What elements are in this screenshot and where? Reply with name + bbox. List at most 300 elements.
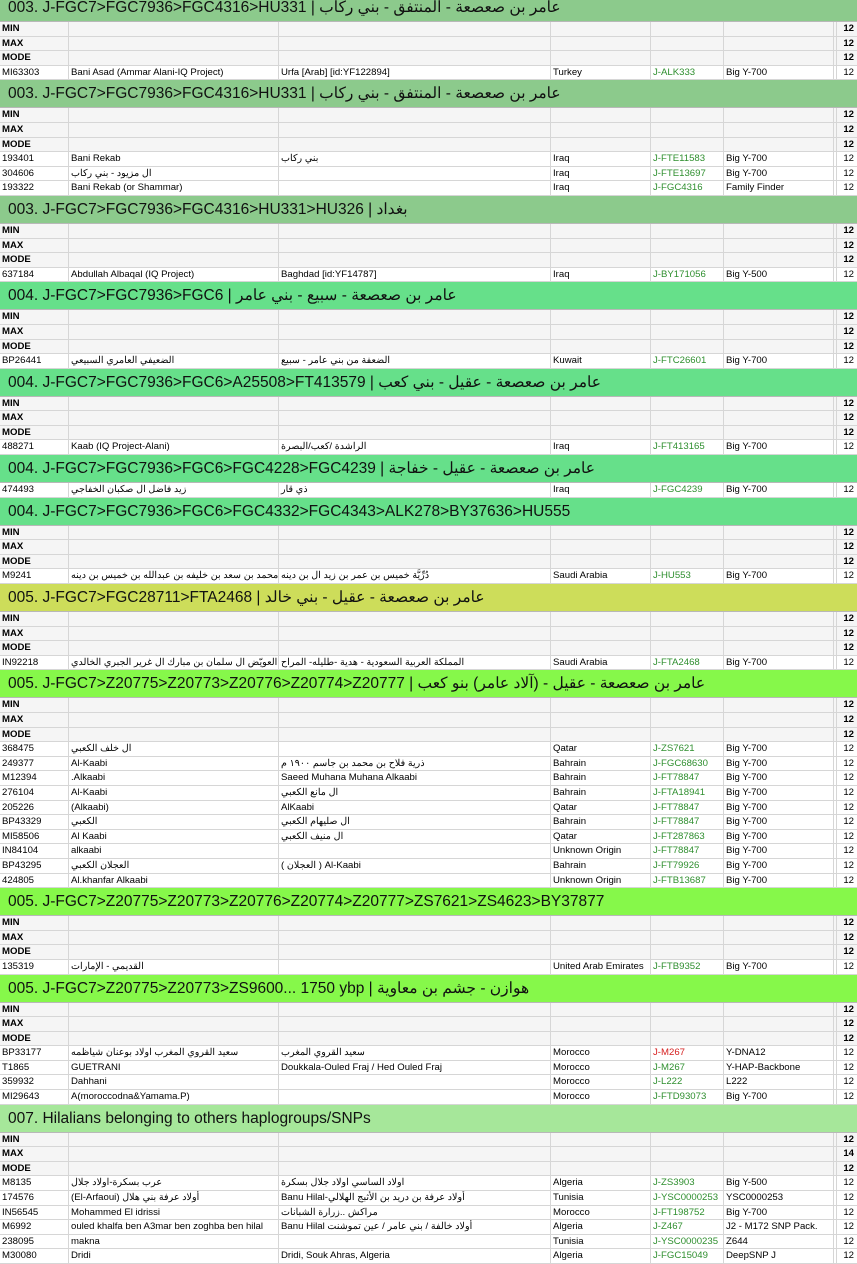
cell-country <box>551 108 651 122</box>
cell-kit-number: IN84104 <box>0 844 69 858</box>
stat-row <box>0 310 857 325</box>
cell-name <box>69 540 279 554</box>
cell-kit-number: BP26441 <box>0 354 69 368</box>
stat-row <box>0 224 857 239</box>
cell-name <box>69 1017 279 1031</box>
table-row <box>0 771 857 786</box>
cell-haplogroup: J-FTE13697 <box>651 167 724 181</box>
cell-country <box>551 22 651 36</box>
cell-haplogroup: J-BY171056 <box>651 268 724 282</box>
cell-country <box>551 310 651 324</box>
table-row <box>0 844 857 859</box>
cell-marker-count: 12 <box>843 1091 854 1103</box>
cell-kit-number: T1865 <box>0 1061 69 1075</box>
cell-test-type <box>724 540 834 554</box>
cell-name <box>69 526 279 540</box>
group-header: 005. J-FGC7>Z20775>Z20773>Z20776>Z20774>Z20777>ZS7621>ZS4623>BY37877 <box>0 888 857 916</box>
cell-country: Unknown Origin <box>551 874 651 888</box>
cell-country <box>551 138 651 152</box>
cell-marker-count: 12 <box>843 239 854 251</box>
cell-kit-number: MI63303 <box>0 66 69 80</box>
cell-haplogroup: J-M267 <box>651 1046 724 1060</box>
cell-paternal-ancestor <box>279 1090 551 1104</box>
cell-kit-number: MODE <box>0 426 69 440</box>
stat-row <box>0 1032 857 1047</box>
cell-name: Bani Rekab <box>69 152 279 166</box>
group-header: 003. J-FGC7>FGC7936>FGC4316>HU331 | عامر بن صعصعة - المنتفق - بني ركاب <box>0 80 857 108</box>
cell-marker-count: 12 <box>843 254 854 266</box>
cell-name: Dahhani <box>69 1075 279 1089</box>
cell-test-type <box>724 310 834 324</box>
cell-kit-number: MIN <box>0 698 69 712</box>
cell-test-type <box>724 931 834 945</box>
cell-kit-number: IN56545 <box>0 1206 69 1220</box>
cell-marker-count: 12 <box>843 1032 854 1044</box>
cell-name: (El-Arfaoui) أولاد عرفة بني هلال <box>69 1191 279 1205</box>
cell-haplogroup <box>651 37 724 51</box>
cell-paternal-ancestor <box>279 627 551 641</box>
cell-name: Mohammed El idrissi <box>69 1206 279 1220</box>
cell-name <box>69 138 279 152</box>
cell-kit-number: MIN <box>0 397 69 411</box>
cell-marker-count: 12 <box>843 801 854 813</box>
cell-country: Saudi Arabia <box>551 656 651 670</box>
stat-row <box>0 1147 857 1162</box>
cell-country <box>551 916 651 930</box>
cell-marker-count: 12 <box>843 355 854 367</box>
cell-paternal-ancestor: بني ركاب <box>279 152 551 166</box>
stat-row <box>0 526 857 541</box>
cell-marker-count: 12 <box>843 1003 854 1015</box>
cell-test-type: Big Y-700 <box>724 801 834 815</box>
cell-marker-count: 12 <box>843 1061 854 1073</box>
cell-marker-count: 12 <box>843 1047 854 1059</box>
cell-kit-number: MI29643 <box>0 1090 69 1104</box>
cell-kit-number: MODE <box>0 945 69 959</box>
cell-marker-count: 12 <box>843 830 854 842</box>
table-row <box>0 1176 857 1191</box>
cell-kit-number: MAX <box>0 239 69 253</box>
cell-test-type <box>724 22 834 36</box>
cell-paternal-ancestor <box>279 253 551 267</box>
table-row <box>0 1090 857 1105</box>
cell-marker-count: 12 <box>843 153 854 165</box>
cell-test-type <box>724 253 834 267</box>
cell-name: makna <box>69 1235 279 1249</box>
cell-country <box>551 1003 651 1017</box>
cell-country <box>551 1133 651 1147</box>
cell-country: Tunisia <box>551 1191 651 1205</box>
cell-kit-number: MAX <box>0 1147 69 1161</box>
cell-country <box>551 340 651 354</box>
cell-test-type: DeepSNP J <box>724 1249 834 1263</box>
cell-paternal-ancestor: Banu Hilal أولاد خالفة / بني عامر / عين تموشنت <box>279 1220 551 1234</box>
cell-name <box>69 426 279 440</box>
cell-kit-number: 304606 <box>0 167 69 181</box>
cell-kit-number: MI58506 <box>0 830 69 844</box>
cell-name: الضعيفي العامري السبيعي <box>69 354 279 368</box>
cell-haplogroup: J-FGC15049 <box>651 1249 724 1263</box>
cell-name: ال خلف الكعبي <box>69 742 279 756</box>
cell-test-type <box>724 1003 834 1017</box>
cell-test-type: Big Y-700 <box>724 874 834 888</box>
table-row <box>0 786 857 801</box>
cell-paternal-ancestor <box>279 612 551 626</box>
cell-paternal-ancestor <box>279 51 551 65</box>
cell-test-type <box>724 224 834 238</box>
cell-country <box>551 239 651 253</box>
cell-haplogroup: J-FTB13687 <box>651 874 724 888</box>
cell-haplogroup: J-HU553 <box>651 569 724 583</box>
cell-paternal-ancestor: ال صليهام الكعبي <box>279 815 551 829</box>
cell-country: Iraq <box>551 483 651 497</box>
cell-marker-count: 12 <box>843 526 854 538</box>
cell-country <box>551 224 651 238</box>
cell-country <box>551 1032 651 1046</box>
cell-marker-count: 12 <box>843 23 854 34</box>
cell-test-type <box>724 612 834 626</box>
cell-paternal-ancestor <box>279 555 551 569</box>
cell-country <box>551 1017 651 1031</box>
cell-country: United Arab Emirates <box>551 960 651 974</box>
cell-paternal-ancestor: مراكش ..زرارة الشبانات <box>279 1206 551 1220</box>
cell-paternal-ancestor <box>279 411 551 425</box>
cell-haplogroup <box>651 713 724 727</box>
cell-test-type: Big Y-700 <box>724 844 834 858</box>
stat-row <box>0 713 857 728</box>
cell-marker-count: 12 <box>843 268 854 280</box>
cell-haplogroup: J-FTA2468 <box>651 656 724 670</box>
stat-row <box>0 37 857 52</box>
stat-row <box>0 138 857 153</box>
stat-row <box>0 612 857 627</box>
cell-kit-number: MAX <box>0 1017 69 1031</box>
cell-paternal-ancestor <box>279 713 551 727</box>
cell-haplogroup <box>651 540 724 554</box>
cell-haplogroup <box>651 340 724 354</box>
cell-country: Tunisia <box>551 1235 651 1249</box>
cell-haplogroup <box>651 1017 724 1031</box>
cell-kit-number: MIN <box>0 612 69 626</box>
table-row <box>0 1061 857 1076</box>
cell-name <box>69 22 279 36</box>
cell-haplogroup <box>651 1162 724 1176</box>
cell-haplogroup <box>651 51 724 65</box>
table-row <box>0 830 857 845</box>
cell-kit-number: M8135 <box>0 1176 69 1190</box>
cell-kit-number: 174576 <box>0 1191 69 1205</box>
cell-name <box>69 224 279 238</box>
cell-test-type: Big Y-700 <box>724 167 834 181</box>
cell-test-type <box>724 340 834 354</box>
cell-kit-number: MIN <box>0 1133 69 1147</box>
cell-name <box>69 1003 279 1017</box>
cell-haplogroup: J-L222 <box>651 1075 724 1089</box>
cell-name: ouled khalfa ben A3mar ben zoghba ben hilal <box>69 1220 279 1234</box>
table-row <box>0 569 857 584</box>
cell-country <box>551 1147 651 1161</box>
cell-name <box>69 916 279 930</box>
cell-country: Morocco <box>551 1075 651 1089</box>
cell-kit-number: MODE <box>0 253 69 267</box>
cell-kit-number: IN92218 <box>0 656 69 670</box>
cell-kit-number: MODE <box>0 555 69 569</box>
cell-haplogroup: J-YSC0000235 <box>651 1235 724 1249</box>
cell-haplogroup <box>651 239 724 253</box>
group-header: 004. J-FGC7>FGC7936>FGC6>A25508>FT413579 | عامر بن صعصعة - عقيل - بني كعب <box>0 369 857 397</box>
cell-country <box>551 728 651 742</box>
cell-test-type <box>724 411 834 425</box>
cell-country <box>551 325 651 339</box>
cell-test-type: Y-HAP-Backbone <box>724 1061 834 1075</box>
cell-kit-number: 238095 <box>0 1235 69 1249</box>
cell-test-type: Big Y-700 <box>724 786 834 800</box>
stat-row <box>0 945 857 960</box>
cell-paternal-ancestor <box>279 1133 551 1147</box>
cell-name <box>69 397 279 411</box>
cell-paternal-ancestor <box>279 37 551 51</box>
cell-paternal-ancestor <box>279 1162 551 1176</box>
cell-haplogroup <box>651 526 724 540</box>
cell-name <box>69 1133 279 1147</box>
cell-paternal-ancestor: سعيد القروي المغرب <box>279 1046 551 1060</box>
cell-name: Al Kaabi <box>69 830 279 844</box>
cell-marker-count: 12 <box>843 1177 854 1189</box>
cell-haplogroup <box>651 1032 724 1046</box>
cell-country <box>551 397 651 411</box>
cell-name: Al-Kaabi <box>69 757 279 771</box>
group-header: 003. J-FGC7>FGC7936>FGC4316>HU331 | عامر بن صعصعة - المنتفق - بني ركاب <box>0 0 857 22</box>
cell-country <box>551 713 651 727</box>
cell-kit-number: 205226 <box>0 801 69 815</box>
group-header: 005. J-FGC7>FGC28711>FTA2468 | عامر بن صعصعة - عقيل - بني خالد <box>0 584 857 612</box>
group-header: 004. J-FGC7>FGC7936>FGC6>FGC4332>FGC4343>ALK278>BY37636>HU555 <box>0 498 857 526</box>
cell-marker-count: 12 <box>843 656 854 668</box>
cell-marker-count: 12 <box>843 555 854 567</box>
cell-haplogroup <box>651 22 724 36</box>
cell-haplogroup <box>651 612 724 626</box>
cell-kit-number: 193322 <box>0 181 69 195</box>
cell-paternal-ancestor: ذرية فلاح بن محمد بن جاسم ١٩٠٠ م <box>279 757 551 771</box>
cell-haplogroup <box>651 411 724 425</box>
cell-test-type <box>724 426 834 440</box>
cell-paternal-ancestor: AlKaabi <box>279 801 551 815</box>
cell-test-type <box>724 555 834 569</box>
table-row <box>0 483 857 498</box>
cell-test-type <box>724 397 834 411</box>
cell-paternal-ancestor <box>279 1017 551 1031</box>
cell-kit-number: MAX <box>0 37 69 51</box>
cell-marker-count: 12 <box>843 167 854 179</box>
cell-haplogroup: J-FGC4316 <box>651 181 724 195</box>
cell-paternal-ancestor: Baghdad [id:YF14787] <box>279 268 551 282</box>
cell-haplogroup: J-FGC68630 <box>651 757 724 771</box>
cell-haplogroup <box>651 426 724 440</box>
cell-kit-number: MIN <box>0 22 69 36</box>
cell-kit-number: MAX <box>0 540 69 554</box>
cell-kit-number: 193401 <box>0 152 69 166</box>
cell-marker-count: 12 <box>843 397 854 409</box>
cell-kit-number: MODE <box>0 1162 69 1176</box>
stat-row <box>0 540 857 555</box>
table-row <box>0 66 857 81</box>
cell-test-type: Big Y-700 <box>724 757 834 771</box>
table-row <box>0 1046 857 1061</box>
stat-row <box>0 555 857 570</box>
stat-row <box>0 1133 857 1148</box>
table-row <box>0 859 857 874</box>
group-header: 005. J-FGC7>Z20775>Z20773>ZS9600... 1750 ybp | هوازن - جشم بن معاوية <box>0 975 857 1003</box>
cell-kit-number: BP33177 <box>0 1046 69 1060</box>
cell-marker-count: 12 <box>843 182 854 194</box>
group-header: 004. J-FGC7>FGC7936>FGC6 | عامر بن صعصعة - سبيع - بني عامر <box>0 282 857 310</box>
cell-marker-count: 12 <box>843 714 854 725</box>
cell-kit-number: 424805 <box>0 874 69 888</box>
table-row <box>0 354 857 369</box>
cell-marker-count: 12 <box>843 1076 854 1088</box>
cell-country: Bahrain <box>551 815 651 829</box>
cell-paternal-ancestor <box>279 397 551 411</box>
cell-paternal-ancestor <box>279 874 551 888</box>
cell-test-type <box>724 325 834 339</box>
cell-haplogroup <box>651 916 724 930</box>
cell-name <box>69 1147 279 1161</box>
cell-kit-number: MAX <box>0 931 69 945</box>
stat-row <box>0 51 857 66</box>
cell-haplogroup: J-Z467 <box>651 1220 724 1234</box>
cell-country <box>551 253 651 267</box>
cell-kit-number: 368475 <box>0 742 69 756</box>
stat-row <box>0 239 857 254</box>
cell-test-type <box>724 1032 834 1046</box>
cell-haplogroup <box>651 108 724 122</box>
cell-name <box>69 627 279 641</box>
cell-test-type: J2 - M172 SNP Pack. <box>724 1220 834 1234</box>
cell-test-type <box>724 916 834 930</box>
cell-haplogroup: J-FT198752 <box>651 1206 724 1220</box>
cell-paternal-ancestor: ال منيف الكعبي <box>279 830 551 844</box>
cell-name <box>69 411 279 425</box>
cell-haplogroup <box>651 641 724 655</box>
cell-marker-count: 12 <box>843 412 854 424</box>
cell-paternal-ancestor: ذي قار <box>279 483 551 497</box>
cell-paternal-ancestor <box>279 960 551 974</box>
table-row <box>0 1206 857 1221</box>
cell-kit-number: 637184 <box>0 268 69 282</box>
cell-kit-number: MAX <box>0 123 69 137</box>
cell-country: Bahrain <box>551 859 651 873</box>
cell-name <box>69 555 279 569</box>
cell-test-type <box>724 713 834 727</box>
cell-haplogroup: J-FGC4239 <box>651 483 724 497</box>
cell-name <box>69 641 279 655</box>
cell-country: Qatar <box>551 801 651 815</box>
cell-test-type: Big Y-700 <box>724 1206 834 1220</box>
cell-name: .Alkaabi <box>69 771 279 785</box>
cell-country <box>551 426 651 440</box>
cell-paternal-ancestor <box>279 325 551 339</box>
cell-test-type <box>724 1162 834 1176</box>
cell-kit-number: MAX <box>0 411 69 425</box>
cell-country <box>551 945 651 959</box>
cell-marker-count: 12 <box>843 1192 854 1204</box>
cell-haplogroup <box>651 224 724 238</box>
cell-marker-count: 12 <box>843 743 854 755</box>
cell-country <box>551 555 651 569</box>
cell-name <box>69 37 279 51</box>
stat-row <box>0 1162 857 1177</box>
cell-paternal-ancestor: ( العجلان ) Al-Kaabi <box>279 859 551 873</box>
cell-test-type: Big Y-500 <box>724 268 834 282</box>
cell-name: GUETRANI <box>69 1061 279 1075</box>
cell-kit-number: M12394 <box>0 771 69 785</box>
cell-kit-number: MAX <box>0 713 69 727</box>
cell-marker-count: 12 <box>843 931 854 943</box>
table-row <box>0 1220 857 1235</box>
cell-paternal-ancestor <box>279 138 551 152</box>
cell-paternal-ancestor: الراشدة /كعب/البصرة <box>279 440 551 454</box>
stat-row <box>0 22 857 37</box>
cell-kit-number: MAX <box>0 627 69 641</box>
cell-haplogroup <box>651 931 724 945</box>
cell-paternal-ancestor <box>279 526 551 540</box>
cell-paternal-ancestor <box>279 742 551 756</box>
cell-country: Kuwait <box>551 354 651 368</box>
cell-country: Iraq <box>551 181 651 195</box>
cell-haplogroup <box>651 728 724 742</box>
cell-paternal-ancestor: Saeed Muhana Muhana Alkaabi <box>279 771 551 785</box>
cell-haplogroup: J-FTE11583 <box>651 152 724 166</box>
cell-country: Morocco <box>551 1061 651 1075</box>
cell-country: Unknown Origin <box>551 844 651 858</box>
cell-haplogroup: J-FTD93073 <box>651 1090 724 1104</box>
cell-country <box>551 931 651 945</box>
cell-test-type: Big Y-700 <box>724 656 834 670</box>
stat-row <box>0 325 857 340</box>
stat-row <box>0 1017 857 1032</box>
cell-test-type <box>724 526 834 540</box>
cell-country: Iraq <box>551 268 651 282</box>
table-row <box>0 167 857 182</box>
cell-test-type <box>724 641 834 655</box>
cell-country <box>551 698 651 712</box>
cell-haplogroup: J-ALK333 <box>651 66 724 80</box>
cell-marker-count: 12 <box>843 1206 854 1218</box>
cell-paternal-ancestor: Dridi, Souk Ahras, Algeria <box>279 1249 551 1263</box>
cell-test-type <box>724 1147 834 1161</box>
cell-country <box>551 51 651 65</box>
table-row <box>0 440 857 455</box>
cell-marker-count: 12 <box>843 1018 854 1030</box>
cell-test-type: Big Y-700 <box>724 742 834 756</box>
cell-haplogroup: J-FTA18941 <box>651 786 724 800</box>
cell-name: alkaabi <box>69 844 279 858</box>
cell-name <box>69 310 279 324</box>
cell-country <box>551 411 651 425</box>
cell-marker-count: 12 <box>843 138 854 150</box>
cell-haplogroup <box>651 310 724 324</box>
cell-name: Bani Asad (Ammar Alani-IQ Project) <box>69 66 279 80</box>
group-header: 007. Hilalians belonging to others haplogroups/SNPs <box>0 1105 857 1133</box>
cell-country <box>551 526 651 540</box>
cell-haplogroup: J-FT78847 <box>651 771 724 785</box>
cell-marker-count: 12 <box>843 570 854 582</box>
cell-marker-count: 12 <box>843 917 854 929</box>
cell-kit-number: MODE <box>0 728 69 742</box>
cell-name: Abdullah Albaqal (IQ Project) <box>69 268 279 282</box>
table-row <box>0 1249 857 1264</box>
cell-name: Dridi <box>69 1249 279 1263</box>
